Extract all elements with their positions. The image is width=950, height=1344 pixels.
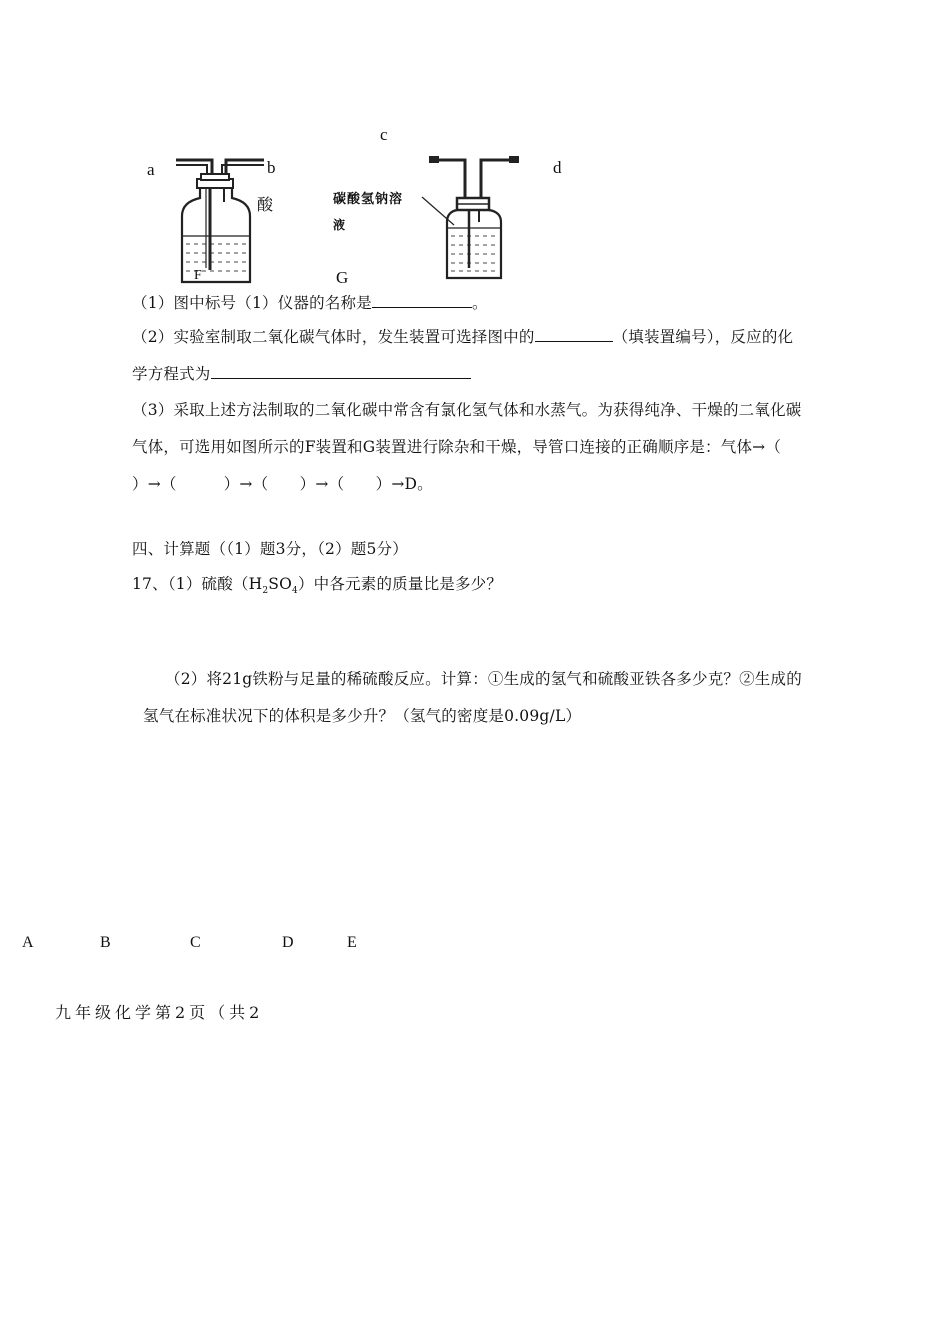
question-1: [132, 291, 488, 313]
question-2: [132, 325, 793, 347]
label-c: c: [380, 125, 388, 144]
q17-subscript-2: 2: [262, 586, 269, 597]
question-2-text: （2）实验室制取二氧化碳气体时，发生装置可选择图中的: [132, 328, 535, 346]
label-A: A: [22, 934, 34, 951]
nahco3-leader-line: [420, 195, 460, 235]
label-nahco3-cont: 液: [333, 218, 346, 232]
label-B: B: [100, 934, 111, 951]
question-17-part-2-line1: （2）将21g铁粉与足量的稀硫酸反应。计算：①生成的氢气和硫酸亚铁各多少克？②生成的: [165, 670, 802, 688]
q17-subscript-4: 4: [292, 586, 298, 597]
question-2-line2: [132, 362, 471, 384]
answer-blank-2[interactable]: [535, 327, 613, 342]
wash-bottle-F: [170, 150, 270, 290]
label-C: C: [190, 934, 201, 951]
question-3-line1: （3）采取上述方法制取的二氧化碳中常含有氯化氢气体和水蒸气。为获得纯净、干燥的二氧化碳: [132, 401, 802, 419]
answer-blank-1[interactable]: [372, 293, 472, 308]
section-4-heading: 四、计算题（（1）题3分，（2）题5分）: [132, 540, 408, 558]
question-3-line3: ）→（ ）→（ ）→（ ）→D。: [132, 475, 433, 493]
q17-part1-suffix: ）中各元素的质量比是多少？: [297, 575, 503, 593]
question-17-part-2-line2: 氢气在标准状况下的体积是多少升？（氢气的密度是0.09g/L）: [143, 707, 582, 725]
q17-so: SO: [268, 575, 293, 593]
label-d: d: [553, 158, 562, 177]
answer-blank-equation[interactable]: [211, 364, 471, 379]
label-a: a: [147, 160, 155, 179]
question-1-text: （1）图中标号（1）仪器的名称是: [132, 294, 372, 312]
label-D: D: [282, 934, 294, 951]
label-acid: 酸: [257, 195, 274, 214]
question-2-line2-text: 学方程式为: [132, 365, 211, 383]
page-footer: 九年级化学第2页（共2: [55, 1003, 264, 1022]
question-17-part-1: [132, 572, 502, 596]
question-3-line2: 气体，可选用如图所示的F装置和G装置进行除杂和干燥，导管口连接的正确顺序是：气体→（: [132, 438, 782, 456]
q17-part1-prefix: 17、（1）硫酸（H: [132, 575, 263, 593]
label-F: F: [194, 268, 202, 283]
label-G: G: [336, 268, 349, 287]
label-E: E: [347, 934, 357, 951]
label-b: b: [267, 158, 276, 177]
question-2-mid: （填装置编号），反应的化: [612, 328, 794, 346]
question-1-end: 。: [471, 294, 488, 312]
label-nahco3: 碳酸氢钠溶: [333, 192, 404, 207]
